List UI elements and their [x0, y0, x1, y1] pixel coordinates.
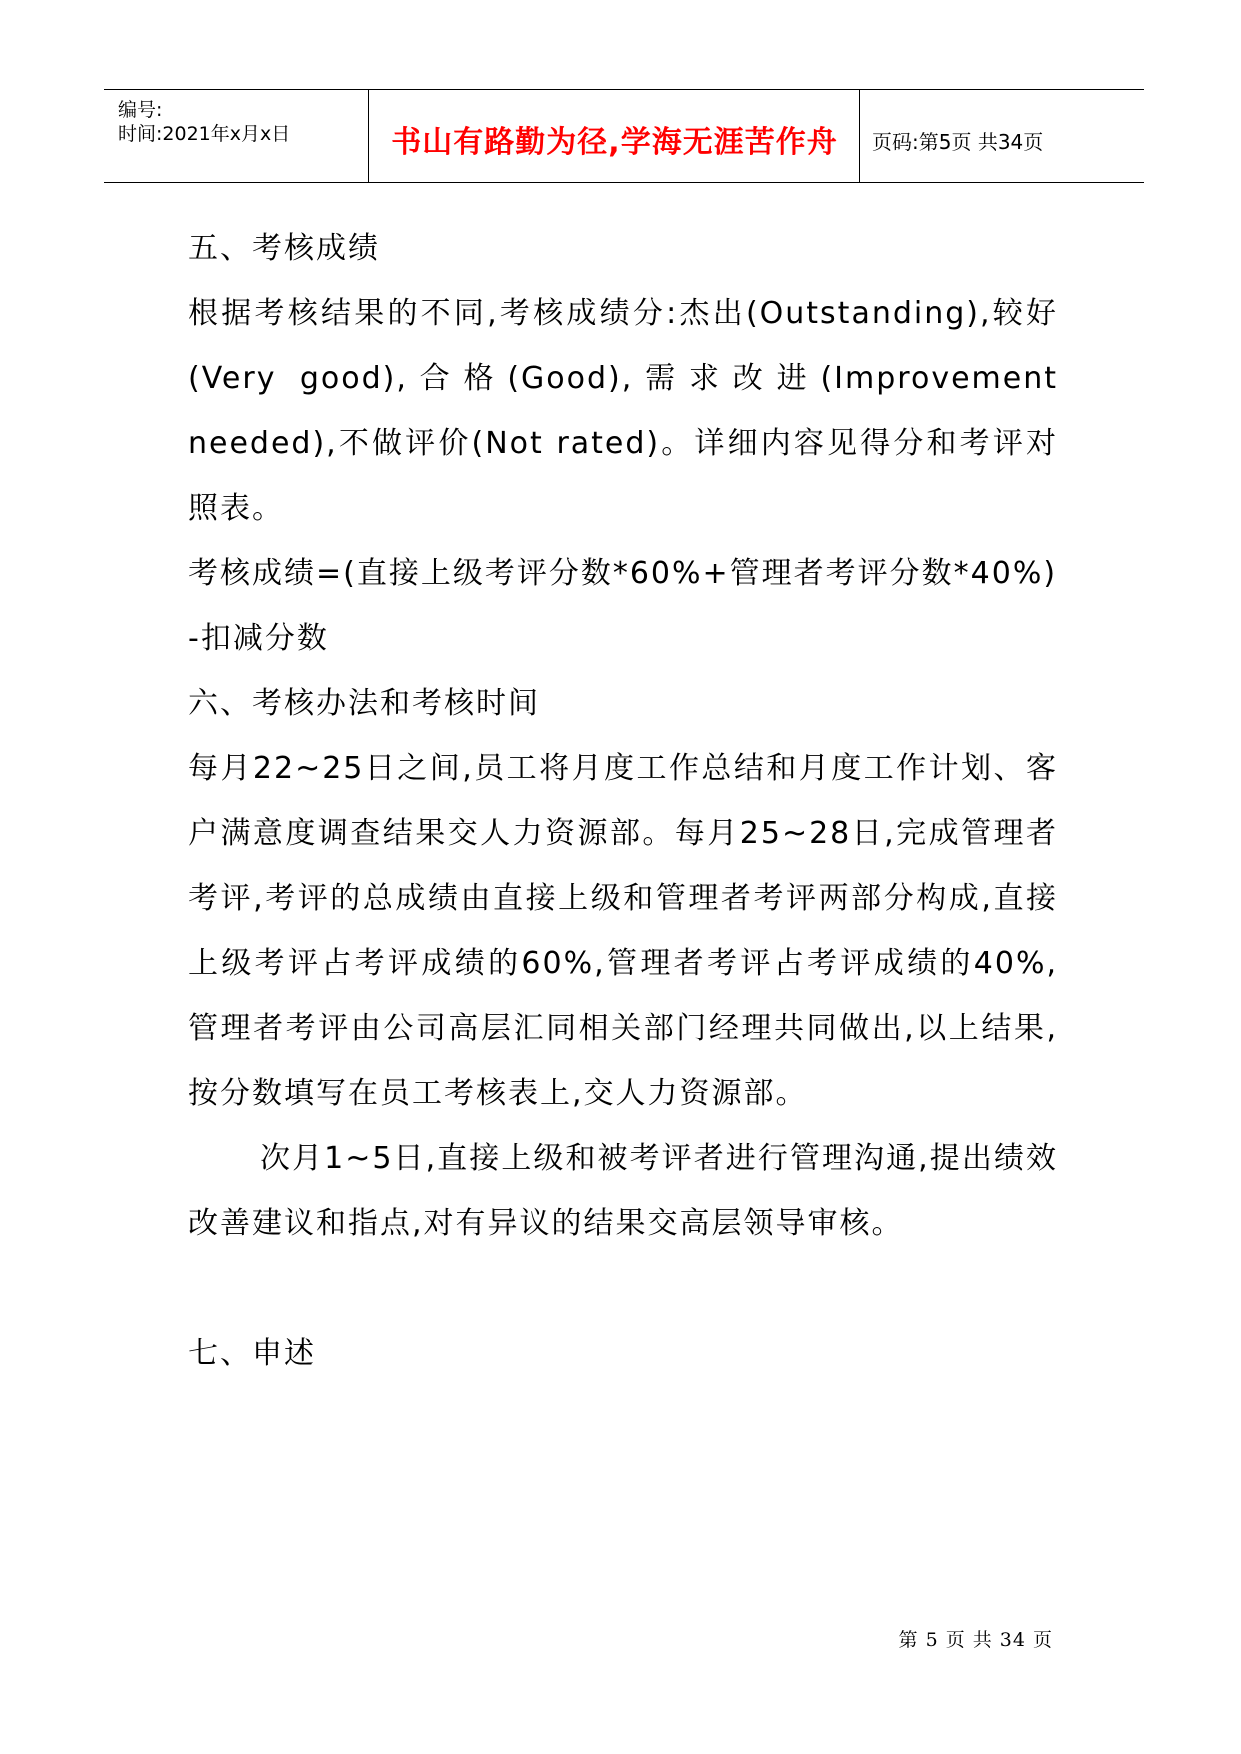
header-meta — [118, 90, 368, 182]
section-heading: 六、考核办法和考核时间 — [188, 686, 540, 721]
page-footer: 第 5 页 共 34 页 — [898, 1629, 1053, 1651]
section-heading: 五、考核成绩 — [188, 231, 380, 266]
header-page-code: 页码:第5页 共34页 — [872, 129, 1044, 154]
formula-line: -扣减分数 — [188, 621, 329, 656]
paragraph: 根据考核结果的不同,考核成绩分:杰出(Outstanding),较好(Very good),合格(Good),需求改进(Improvement needed),不做评价(Not rated)。详细内容见得分和考评对照表。 — [188, 296, 1058, 526]
header-divider — [859, 90, 860, 182]
paragraph: 次月1~5日,直接上级和被考评者进行管理沟通,提出绩效改善建议和指点,对有异议的结果交高层领导审核。 — [188, 1141, 1058, 1241]
header-motto: 书山有路勤为径,学海无涯苦作舟 — [391, 125, 838, 160]
page-header — [104, 89, 1144, 183]
header-divider — [368, 90, 369, 182]
formula-line: 考核成绩=(直接上级考评分数*60%+管理者考评分数*40%) — [188, 556, 1058, 591]
document-body — [188, 216, 1058, 1386]
paragraph: 每月22~25日之间,员工将月度工作总结和月度工作计划、客户满意度调查结果交人力资源部。每月25~28日,完成管理者考评,考评的总成绩由直接上级和管理者考评两部分构成,直接上级考评占考评成绩的60%,管理者考评占考评成绩的40%,管理者考评由公司高层汇同相关部门经理共同做出,以上结果,按分数填写在员工考核表上,交人力资源部。 — [188, 751, 1058, 1111]
section-heading: 七、申述 — [188, 1336, 316, 1371]
number-label: 编号: — [118, 99, 163, 121]
time-label: 时间:2021年x月x日 — [118, 123, 291, 145]
